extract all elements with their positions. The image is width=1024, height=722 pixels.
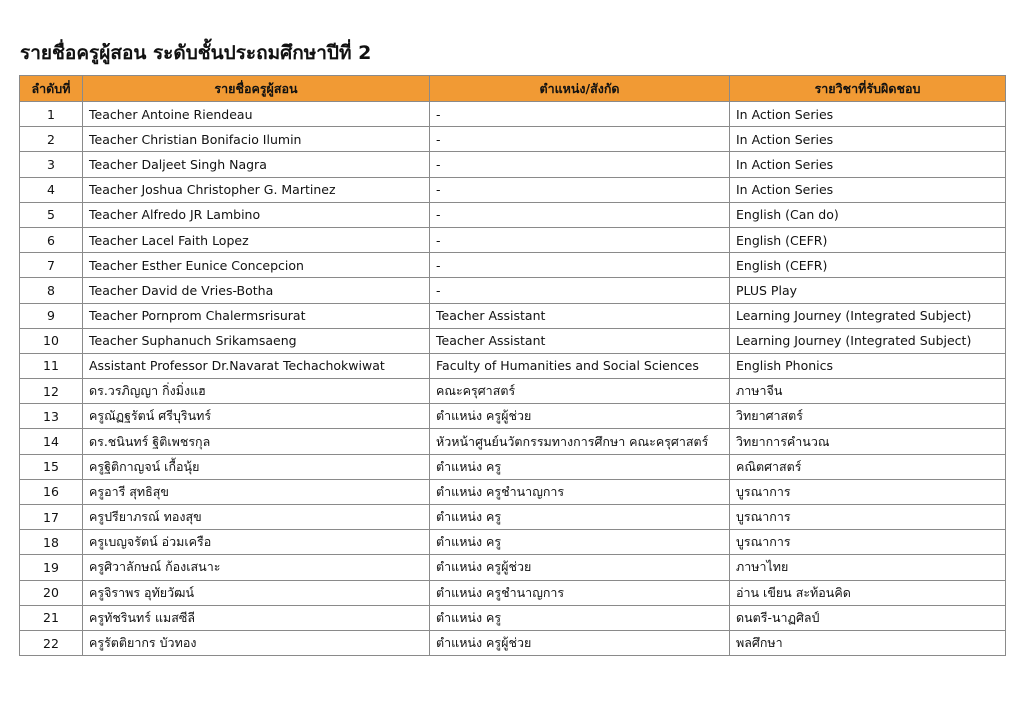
- cell-order: 1: [20, 102, 83, 127]
- cell-order: 9: [20, 303, 83, 328]
- cell-position: -: [430, 127, 730, 152]
- table-row: [20, 303, 1006, 328]
- table-row: [20, 379, 1006, 404]
- cell-teacher-name: ดร.วรภิญญา กิ่งมิ่งแฮ: [83, 379, 430, 404]
- cell-position: ตำแหน่ง ครูชำนาญการ: [430, 479, 730, 504]
- table-row: [20, 454, 1006, 479]
- cell-order: 13: [20, 404, 83, 429]
- cell-subject: ภาษาจีน: [730, 379, 1006, 404]
- cell-order: 16: [20, 479, 83, 504]
- header-subject: รายวิชาที่รับผิดชอบ: [730, 76, 1006, 102]
- cell-teacher-name: Teacher Daljeet Singh Nagra: [83, 152, 430, 177]
- table-row: [20, 127, 1006, 152]
- table-row: [20, 479, 1006, 504]
- cell-order: 15: [20, 454, 83, 479]
- cell-subject: In Action Series: [730, 127, 1006, 152]
- table-row: [20, 580, 1006, 605]
- cell-subject: English (Can do): [730, 202, 1006, 227]
- cell-order: 12: [20, 379, 83, 404]
- table-row: [20, 530, 1006, 555]
- cell-order: 17: [20, 505, 83, 530]
- cell-subject: Learning Journey (Integrated Subject): [730, 303, 1006, 328]
- table-body: [20, 102, 1006, 656]
- cell-teacher-name: ครูทัชรินทร์ แมสซีลี: [83, 605, 430, 630]
- header-teacher-name: รายชื่อครูผู้สอน: [83, 76, 430, 102]
- cell-order: 20: [20, 580, 83, 605]
- cell-position: คณะครุศาสตร์: [430, 379, 730, 404]
- table-row: [20, 404, 1006, 429]
- cell-position: ตำแหน่ง ครูผู้ช่วย: [430, 555, 730, 580]
- cell-position: Faculty of Humanities and Social Sciences: [430, 353, 730, 378]
- cell-order: 11: [20, 353, 83, 378]
- cell-teacher-name: ครูปรียาภรณ์ ทองสุข: [83, 505, 430, 530]
- teacher-table: [19, 75, 1006, 656]
- cell-subject: English Phonics: [730, 353, 1006, 378]
- cell-position: -: [430, 227, 730, 252]
- table-row: [20, 630, 1006, 655]
- cell-subject: ดนตรี-นาฏศิลป์: [730, 605, 1006, 630]
- cell-order: 3: [20, 152, 83, 177]
- cell-position: ตำแหน่ง ครู: [430, 605, 730, 630]
- cell-subject: วิทยาการคำนวณ: [730, 429, 1006, 454]
- cell-teacher-name: Teacher Christian Bonifacio Ilumin: [83, 127, 430, 152]
- cell-teacher-name: ครูอารี สุทธิสุข: [83, 479, 430, 504]
- cell-order: 18: [20, 530, 83, 555]
- header-order: ลำดับที่: [20, 76, 83, 102]
- cell-subject: บูรณาการ: [730, 479, 1006, 504]
- cell-position: ตำแหน่ง ครู: [430, 454, 730, 479]
- cell-position: ตำแหน่ง ครู: [430, 530, 730, 555]
- cell-teacher-name: Teacher Pornprom Chalermsrisurat: [83, 303, 430, 328]
- cell-order: 2: [20, 127, 83, 152]
- cell-order: 21: [20, 605, 83, 630]
- cell-teacher-name: Teacher Antoine Riendeau: [83, 102, 430, 127]
- table-row: [20, 505, 1006, 530]
- cell-teacher-name: ครูเบญจรัตน์ อ่วมเครือ: [83, 530, 430, 555]
- cell-teacher-name: Teacher Joshua Christopher G. Martinez: [83, 177, 430, 202]
- table-row: [20, 253, 1006, 278]
- cell-order: 19: [20, 555, 83, 580]
- table-row: [20, 202, 1006, 227]
- cell-order: 22: [20, 630, 83, 655]
- cell-subject: PLUS Play: [730, 278, 1006, 303]
- cell-subject: In Action Series: [730, 152, 1006, 177]
- cell-position: ตำแหน่ง ครูผู้ช่วย: [430, 404, 730, 429]
- table-header-row: [20, 76, 1006, 102]
- cell-subject: In Action Series: [730, 102, 1006, 127]
- cell-position: -: [430, 253, 730, 278]
- cell-teacher-name: ครูจิราพร อุทัยวัฒน์: [83, 580, 430, 605]
- cell-teacher-name: Assistant Professor Dr.Navarat Techachokwiwat: [83, 353, 430, 378]
- cell-position: ตำแหน่ง ครู: [430, 505, 730, 530]
- cell-teacher-name: ครูฐิติกาญจน์ เกื้อนุ้ย: [83, 454, 430, 479]
- cell-position: -: [430, 102, 730, 127]
- table-row: [20, 278, 1006, 303]
- cell-subject: English (CEFR): [730, 227, 1006, 252]
- cell-position: -: [430, 278, 730, 303]
- table-row: [20, 177, 1006, 202]
- cell-position: -: [430, 202, 730, 227]
- cell-position: Teacher Assistant: [430, 303, 730, 328]
- cell-order: 8: [20, 278, 83, 303]
- cell-position: -: [430, 177, 730, 202]
- cell-position: หัวหน้าศูนย์นวัตกรรมทางการศึกษา คณะครุศาสตร์: [430, 429, 730, 454]
- cell-teacher-name: Teacher Esther Eunice Concepcion: [83, 253, 430, 278]
- cell-subject: บูรณาการ: [730, 505, 1006, 530]
- cell-teacher-name: ครูณัฏฐรัตน์ ศรีบุรินทร์: [83, 404, 430, 429]
- cell-subject: คณิตศาสตร์: [730, 454, 1006, 479]
- cell-subject: พลศึกษา: [730, 630, 1006, 655]
- cell-position: ตำแหน่ง ครูผู้ช่วย: [430, 630, 730, 655]
- cell-subject: ภาษาไทย: [730, 555, 1006, 580]
- cell-order: 5: [20, 202, 83, 227]
- table-row: [20, 429, 1006, 454]
- cell-teacher-name: ครูศิวาลักษณ์ ก้องเสนาะ: [83, 555, 430, 580]
- cell-subject: Learning Journey (Integrated Subject): [730, 328, 1006, 353]
- header-position: ตำแหน่ง/สังกัด: [430, 76, 730, 102]
- cell-subject: อ่าน เขียน สะท้อนคิด: [730, 580, 1006, 605]
- cell-subject: บูรณาการ: [730, 530, 1006, 555]
- cell-order: 6: [20, 227, 83, 252]
- cell-teacher-name: Teacher Suphanuch Srikamsaeng: [83, 328, 430, 353]
- table-row: [20, 102, 1006, 127]
- cell-teacher-name: Teacher Alfredo JR Lambino: [83, 202, 430, 227]
- cell-order: 10: [20, 328, 83, 353]
- table-row: [20, 605, 1006, 630]
- cell-teacher-name: ครูรัตติยากร บัวทอง: [83, 630, 430, 655]
- cell-position: ตำแหน่ง ครูชำนาญการ: [430, 580, 730, 605]
- table-row: [20, 152, 1006, 177]
- table-row: [20, 555, 1006, 580]
- cell-teacher-name: Teacher Lacel Faith Lopez: [83, 227, 430, 252]
- cell-order: 14: [20, 429, 83, 454]
- cell-teacher-name: Teacher David de Vries-Botha: [83, 278, 430, 303]
- cell-position: -: [430, 152, 730, 177]
- cell-subject: วิทยาศาสตร์: [730, 404, 1006, 429]
- table-row: [20, 227, 1006, 252]
- page-title: รายชื่อครูผู้สอน ระดับชั้นประถมศึกษาปีที่ 2: [20, 42, 372, 64]
- cell-subject: English (CEFR): [730, 253, 1006, 278]
- cell-order: 7: [20, 253, 83, 278]
- cell-subject: In Action Series: [730, 177, 1006, 202]
- cell-order: 4: [20, 177, 83, 202]
- table-row: [20, 328, 1006, 353]
- table-row: [20, 353, 1006, 378]
- cell-position: Teacher Assistant: [430, 328, 730, 353]
- cell-teacher-name: ดร.ชนินทร์ ฐิติเพชรกุล: [83, 429, 430, 454]
